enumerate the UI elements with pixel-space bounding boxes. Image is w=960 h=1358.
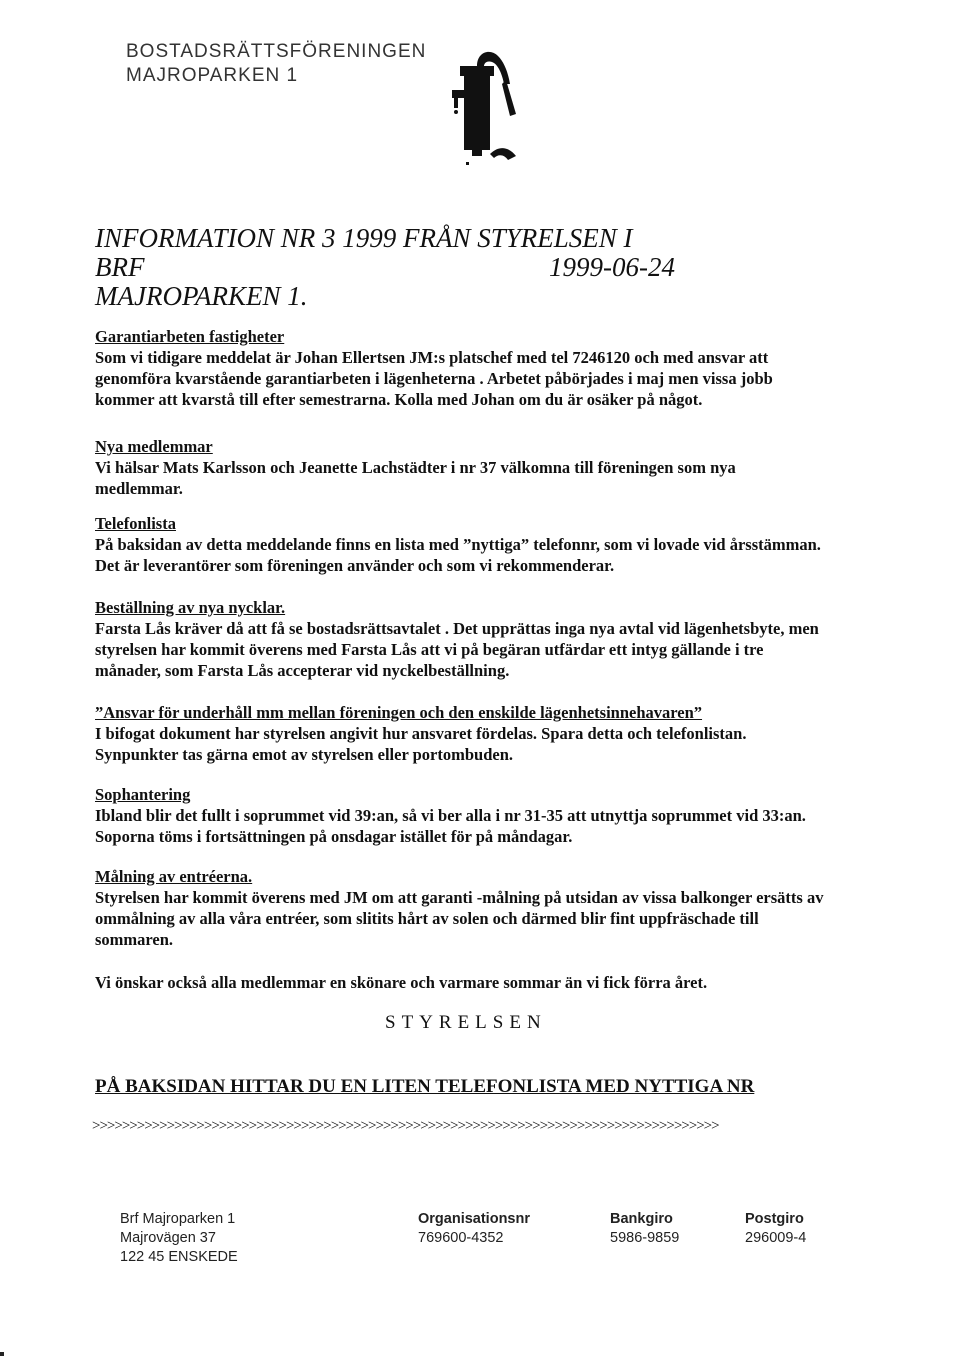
footer-bankgiro-value: 5986-9859 bbox=[610, 1230, 680, 1246]
section-text: På baksidan av detta meddelande finns en lista med ”nyttiga” telefonnr, som vi lovade vid årsstämman. Det är leverantörer som föreningen använder och som vi rekommenderar. bbox=[95, 535, 821, 575]
section-heading: Målning av entréerna. bbox=[95, 867, 253, 886]
footer-address-line-2: Majrovägen 37 bbox=[120, 1230, 216, 1246]
section-heading: ”Ansvar för underhåll mm mellan föreningen och den enskilde lägenhetsinnehavaren” bbox=[95, 703, 703, 722]
section-heading: Nya medlemmar bbox=[95, 437, 213, 456]
letterhead-line-2: MAJROPARKEN 1 bbox=[126, 65, 299, 86]
section-heading: Beställning av nya nycklar. bbox=[95, 598, 286, 617]
title-line-1: INFORMATION NR 3 1999 FRÅN STYRELSEN I BRF bbox=[95, 223, 633, 282]
section-telefonlista bbox=[95, 513, 825, 576]
letterhead-line-1: BOSTADSRÄTTSFÖRENINGEN bbox=[126, 41, 427, 62]
section-text: Farsta Lås kräver då att få se bostadsrättsavtalet . Det upprättas inga nya avtal vid lägenhetsbyte, men styrelsen har kommit överens med Farsta Lås att vi på begäran utfärdar ett intyg gällande i tre månader, som Farsta Lås accepterar vid nyckelbeställning. bbox=[95, 619, 819, 680]
footer-bankgiro bbox=[610, 1210, 679, 1248]
section-text: Ibland blir det fullt i soprummet vid 39:an, så vi ber alla i nr 31-35 att utnyttja soprummet vid 33:an. Soporna töms i fortsättningen på onsdagar istället för på måndagar. bbox=[95, 806, 806, 846]
section-text: I bifogat dokument har styrelsen angivit hur ansvaret fördelas. Spara detta och telefonlistan. Synpunkter tas gärna emot av styrelsen eller portombuden. bbox=[95, 724, 747, 764]
water-pump-logo bbox=[432, 44, 532, 174]
footer-bankgiro-label: Bankgiro bbox=[610, 1211, 673, 1227]
closing-text: Vi önskar också alla medlemmar en skönare och varmare sommar än vi fick förra året. bbox=[95, 973, 708, 992]
footer-orgnr-value: 769600-4352 bbox=[418, 1230, 504, 1246]
arrow-divider: >>>>>>>>>>>>>>>>>>>>>>>>>>>>>>>>>>>>>>>>>>>>>>>>>>>>>>>>>>>>>>>>>>>>>>>>>>>>>>>>>>>> bbox=[92, 1118, 719, 1134]
backside-note: PÅ BAKSIDAN HITTAR DU EN LITEN TELEFONLISTA MED NYTTIGA NR bbox=[95, 1076, 755, 1097]
footer-orgnr-label: Organisationsnr bbox=[418, 1211, 530, 1227]
section-heading: Sophantering bbox=[95, 785, 191, 804]
signature: STYRELSEN bbox=[385, 1012, 547, 1033]
footer-address bbox=[120, 1210, 238, 1267]
letterhead bbox=[126, 40, 426, 88]
title-line-2: MAJROPARKEN 1. bbox=[95, 281, 308, 311]
document-date: 1999-06-24 bbox=[549, 252, 675, 282]
section-ansvar bbox=[95, 702, 825, 765]
section-text: Styrelsen har kommit överens med JM om att garanti -målning på utsidan av vissa balkonger ersätts av ommålning av alla våra entréer, som slitits hårt av solen och därmed blir fint uppfräschade till sommaren. bbox=[95, 888, 824, 949]
document-title bbox=[95, 224, 675, 311]
section-nycklar bbox=[95, 597, 825, 681]
section-text: Som vi tidigare meddelat är Johan Ellertsen JM:s platschef med tel 7246120 och med ansvar att genomföra kvarstående garantiarbeten i lägenheterna . Arbetet påbörjades i maj men vissa jobb kommer att kvarstå till efter semestrarna. Kolla med Johan om du är osäker på något. bbox=[95, 348, 773, 409]
section-nya-medlemmar bbox=[95, 436, 825, 499]
section-text: Vi hälsar Mats Karlsson och Jeanette Lachstädter i nr 37 välkomna till föreningen som nya medlemmar. bbox=[95, 458, 736, 498]
footer-postgiro bbox=[745, 1210, 806, 1248]
footer-postgiro-label: Postgiro bbox=[745, 1211, 804, 1227]
section-heading: Garantiarbeten fastigheter bbox=[95, 327, 285, 346]
section-sophantering bbox=[95, 784, 825, 847]
section-garantiarbeten bbox=[95, 326, 825, 410]
footer-postgiro-value: 296009-4 bbox=[745, 1230, 807, 1246]
scan-speck bbox=[0, 1352, 4, 1356]
footer-address-line-3: 122 45 ENSKEDE bbox=[120, 1249, 238, 1265]
footer-orgnr bbox=[418, 1210, 530, 1248]
section-malning bbox=[95, 866, 825, 950]
footer-address-line-1: Brf Majroparken 1 bbox=[120, 1211, 236, 1227]
section-heading: Telefonlista bbox=[95, 514, 176, 533]
